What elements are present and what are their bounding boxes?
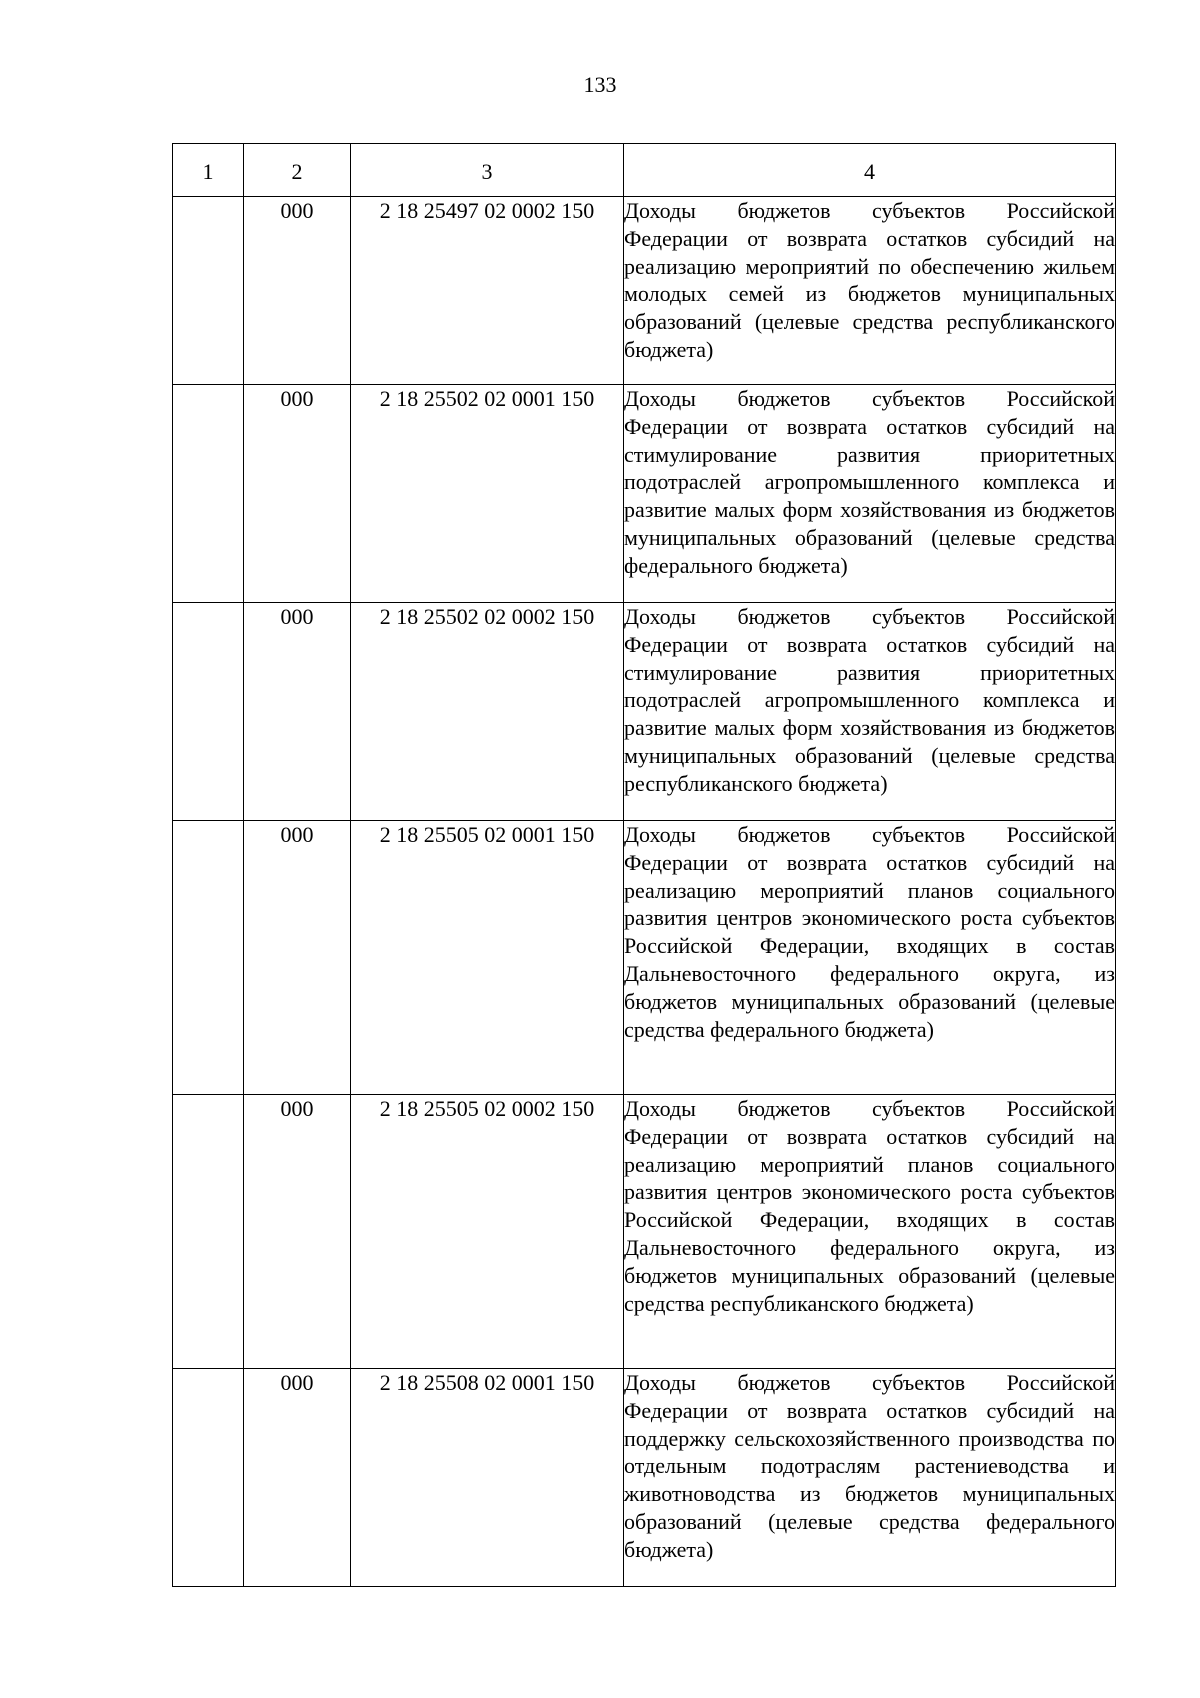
- column-header-1: 1: [173, 144, 244, 197]
- table-row: [173, 603, 1116, 821]
- column-header-3: 3: [351, 144, 624, 197]
- column-header-2: 2: [244, 144, 351, 197]
- group-cell: [173, 385, 244, 603]
- kbk-code-cell: 2 18 25497 02 0002 150: [351, 197, 624, 385]
- table-row: [173, 385, 1116, 603]
- admin-code-cell: 000: [244, 821, 351, 1095]
- table-header-row: [173, 144, 1116, 197]
- description-cell: Доходы бюджетов субъектов Российской Федерации от возврата остатков субсидий на реализацию мероприятий по обеспечению жильем молодых семей из бюджетов муниципальных образований (целевые средства республиканского бюджета): [624, 197, 1116, 385]
- admin-code-cell: 000: [244, 197, 351, 385]
- group-cell: [173, 603, 244, 821]
- group-cell: [173, 821, 244, 1095]
- description-cell: Доходы бюджетов субъектов Российской Федерации от возврата остатков субсидий на реализацию мероприятий планов социального развития центров экономического роста субъектов Российской Федерации, входящих в состав Дальневосточного федерального округа, из бюджетов муниципальных образований (целевые средства федерального бюджета): [624, 821, 1116, 1095]
- kbk-code-cell: 2 18 25505 02 0001 150: [351, 821, 624, 1095]
- kbk-code-cell: 2 18 25508 02 0001 150: [351, 1369, 624, 1587]
- table-row: [173, 1369, 1116, 1587]
- admin-code-cell: 000: [244, 603, 351, 821]
- admin-code-cell: 000: [244, 385, 351, 603]
- budget-revenue-table: [172, 143, 1116, 1587]
- page-number: 133: [583, 72, 617, 97]
- description-cell: Доходы бюджетов субъектов Российской Федерации от возврата остатков субсидий на поддержку сельскохозяйственного производства по отдельным подотраслям растениеводства и животноводства из бюджетов муниципальных образований (целевые средства федерального бюджета): [624, 1369, 1116, 1587]
- description-cell: Доходы бюджетов субъектов Российской Федерации от возврата остатков субсидий на реализацию мероприятий планов социального развития центров экономического роста субъектов Российской Федерации, входящих в состав Дальневосточного федерального округа, из бюджетов муниципальных образований (целевые средства республиканского бюджета): [624, 1095, 1116, 1369]
- group-cell: [173, 1369, 244, 1587]
- description-cell: Доходы бюджетов субъектов Российской Федерации от возврата остатков субсидий на стимулирование развития приоритетных подотраслей агропромышленного комплекса и развитие малых форм хозяйствования из бюджетов муниципальных образований (целевые средства федерального бюджета): [624, 385, 1116, 603]
- kbk-code-cell: 2 18 25502 02 0002 150: [351, 603, 624, 821]
- kbk-code-cell: 2 18 25505 02 0002 150: [351, 1095, 624, 1369]
- description-cell: Доходы бюджетов субъектов Российской Федерации от возврата остатков субсидий на стимулирование развития приоритетных подотраслей агропромышленного комплекса и развитие малых форм хозяйствования из бюджетов муниципальных образований (целевые средства республиканского бюджета): [624, 603, 1116, 821]
- kbk-code-cell: 2 18 25502 02 0001 150: [351, 385, 624, 603]
- group-cell: [173, 1095, 244, 1369]
- admin-code-cell: 000: [244, 1369, 351, 1587]
- table-row: [173, 197, 1116, 385]
- group-cell: [173, 197, 244, 385]
- table-row: [173, 821, 1116, 1095]
- column-header-4: 4: [624, 144, 1116, 197]
- table-row: [173, 1095, 1116, 1369]
- admin-code-cell: 000: [244, 1095, 351, 1369]
